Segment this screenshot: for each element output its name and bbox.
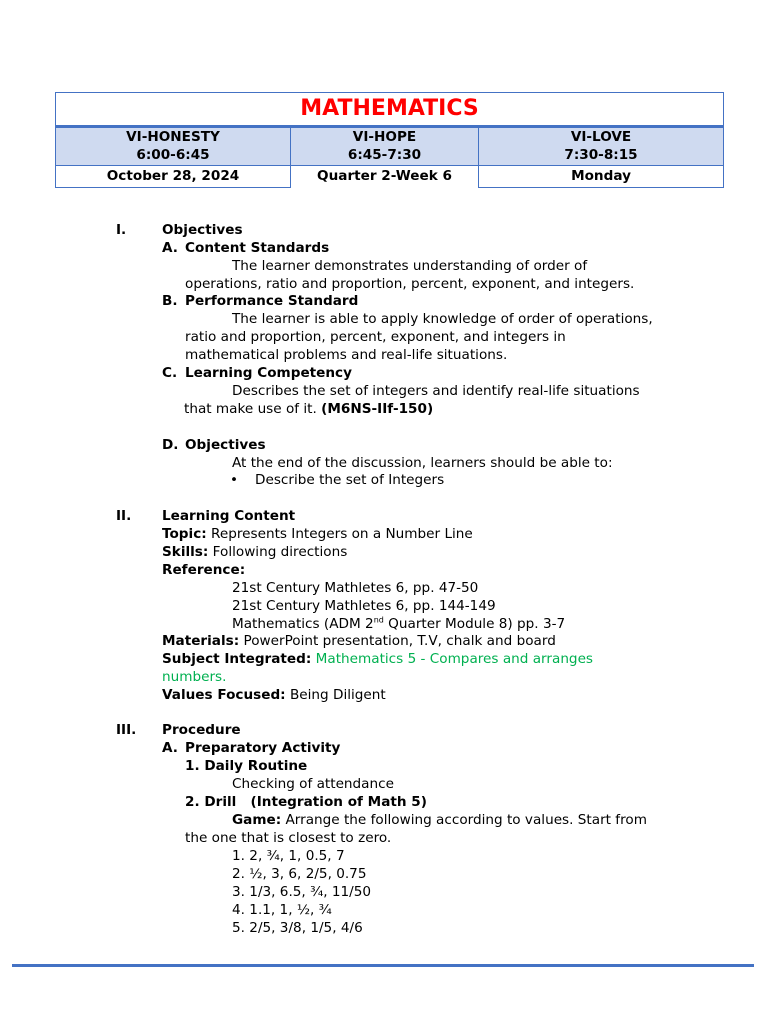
performance-standard-text: mathematical problems and real-life situations. <box>185 347 508 363</box>
subject-integrated-line <box>162 651 593 669</box>
section-honesty <box>56 127 291 166</box>
values-focused-line <box>162 687 386 705</box>
performance-standard-text: The learner is able to apply knowledge of order of operations, <box>232 311 653 327</box>
page-title: MATHEMATICS <box>56 93 724 127</box>
reference-superscript: nd <box>373 615 384 625</box>
game-instructions-cont: the one that is closest to zero. <box>185 830 392 846</box>
section-numeral: III. <box>116 722 137 738</box>
specific-objectives-intro: At the end of the discussion, learners should be able to: <box>232 455 613 471</box>
section-time: 6:45-7:30 <box>347 146 422 163</box>
reference-item: 21st Century Mathletes 6, pp. 144-149 <box>232 598 496 614</box>
section-title-procedure: Procedure <box>162 722 241 738</box>
reference-item: 21st Century Mathletes 6, pp. 47-50 <box>232 580 479 596</box>
learning-competency-text-2: that make use of it. <box>184 401 317 417</box>
reference-text: Mathematics (ADM 2 <box>232 616 374 632</box>
performance-standard-title: Performance Standard <box>185 293 359 309</box>
values-focused-label: Values Focused: <box>162 687 286 703</box>
content-standards-title: Content Standards <box>185 240 330 256</box>
subsection-letter: C. <box>162 365 178 381</box>
section-hope <box>291 127 479 166</box>
drill-title: 2. Drill (Integration of Math 5) <box>185 794 427 810</box>
competency-code: (M6NS-IIf-150) <box>321 401 434 417</box>
subject-integrated-label: Subject Integrated: <box>162 651 312 667</box>
performance-standard-text: ratio and proportion, percent, exponent, and integers in <box>185 329 566 345</box>
topic-line <box>162 526 473 544</box>
drill-item: 2. ½, 3, 6, 2/5, 0.75 <box>232 866 367 882</box>
content-standards-text: operations, ratio and proportion, percent, exponent, and integers. <box>185 276 635 292</box>
date-cell: October 28, 2024 <box>56 166 291 188</box>
reference-label: Reference: <box>162 562 246 578</box>
footer-divider <box>12 964 754 967</box>
skills-label: Skills: <box>162 544 209 560</box>
materials-label: Materials: <box>162 633 240 649</box>
section-name: VI-HOPE <box>352 128 417 145</box>
learning-competency-title: Learning Competency <box>185 365 352 381</box>
learning-competency-text <box>184 401 433 419</box>
section-time: 7:30-8:15 <box>564 146 638 163</box>
game-label: Game: <box>232 812 282 828</box>
subject-integrated-value: Mathematics 5 - Compares and arranges <box>315 651 594 667</box>
quarter-cell: Quarter 2-Week 6 <box>291 166 479 188</box>
drill-item: 1. 2, ¾, 1, 0.5, 7 <box>232 848 345 864</box>
drill-item: 3. 1/3, 6.5, ¾, 11/50 <box>232 884 372 900</box>
drill-item: 5. 2/5, 3/8, 1/5, 4/6 <box>232 920 363 936</box>
section-name: VI-LOVE <box>570 128 632 145</box>
daily-routine-item: Checking of attendance <box>232 776 394 792</box>
game-instructions: Arrange the following according to values. Start from <box>285 812 647 828</box>
materials-line <box>162 633 556 651</box>
objective-bullet: Describe the set of Integers <box>255 472 445 488</box>
section-name: VI-HONESTY <box>126 128 220 145</box>
skills-value: Following directions <box>212 544 348 560</box>
topic-label: Topic: <box>162 526 207 542</box>
values-focused-value: Being Diligent <box>289 687 386 703</box>
subject-integrated-value-cont: numbers. <box>162 669 227 685</box>
section-time: 6:00-6:45 <box>136 146 210 163</box>
preparatory-activity-title: Preparatory Activity <box>185 740 341 756</box>
subsection-letter: A. <box>162 240 178 256</box>
section-title-learning-content: Learning Content <box>162 508 296 524</box>
day-cell: Monday <box>479 166 724 188</box>
section-numeral: I. <box>116 222 127 238</box>
daily-routine-title: 1. Daily Routine <box>185 758 308 774</box>
subsection-letter: A. <box>162 740 178 756</box>
drill-item: 4. 1.1, 1, ½, ¾ <box>232 902 332 918</box>
subsection-letter: B. <box>162 293 178 309</box>
bullet-icon: • <box>230 472 239 488</box>
class-schedule-table <box>55 92 724 188</box>
game-line <box>232 812 647 830</box>
section-love <box>479 127 724 166</box>
skills-line <box>162 544 347 562</box>
materials-value: PowerPoint presentation, T.V, chalk and board <box>243 633 556 649</box>
section-title-objectives: Objectives <box>162 222 243 238</box>
reference-item <box>232 616 565 634</box>
reference-text: Quarter Module 8) pp. 3-7 <box>383 616 566 632</box>
specific-objectives-title: Objectives <box>185 437 266 453</box>
section-numeral: II. <box>116 508 132 524</box>
content-standards-text: The learner demonstrates understanding of order of <box>232 258 588 274</box>
learning-competency-text: Describes the set of integers and identify real-life situations <box>232 383 640 399</box>
topic-value: Represents Integers on a Number Line <box>211 526 473 542</box>
subsection-letter: D. <box>162 437 179 453</box>
